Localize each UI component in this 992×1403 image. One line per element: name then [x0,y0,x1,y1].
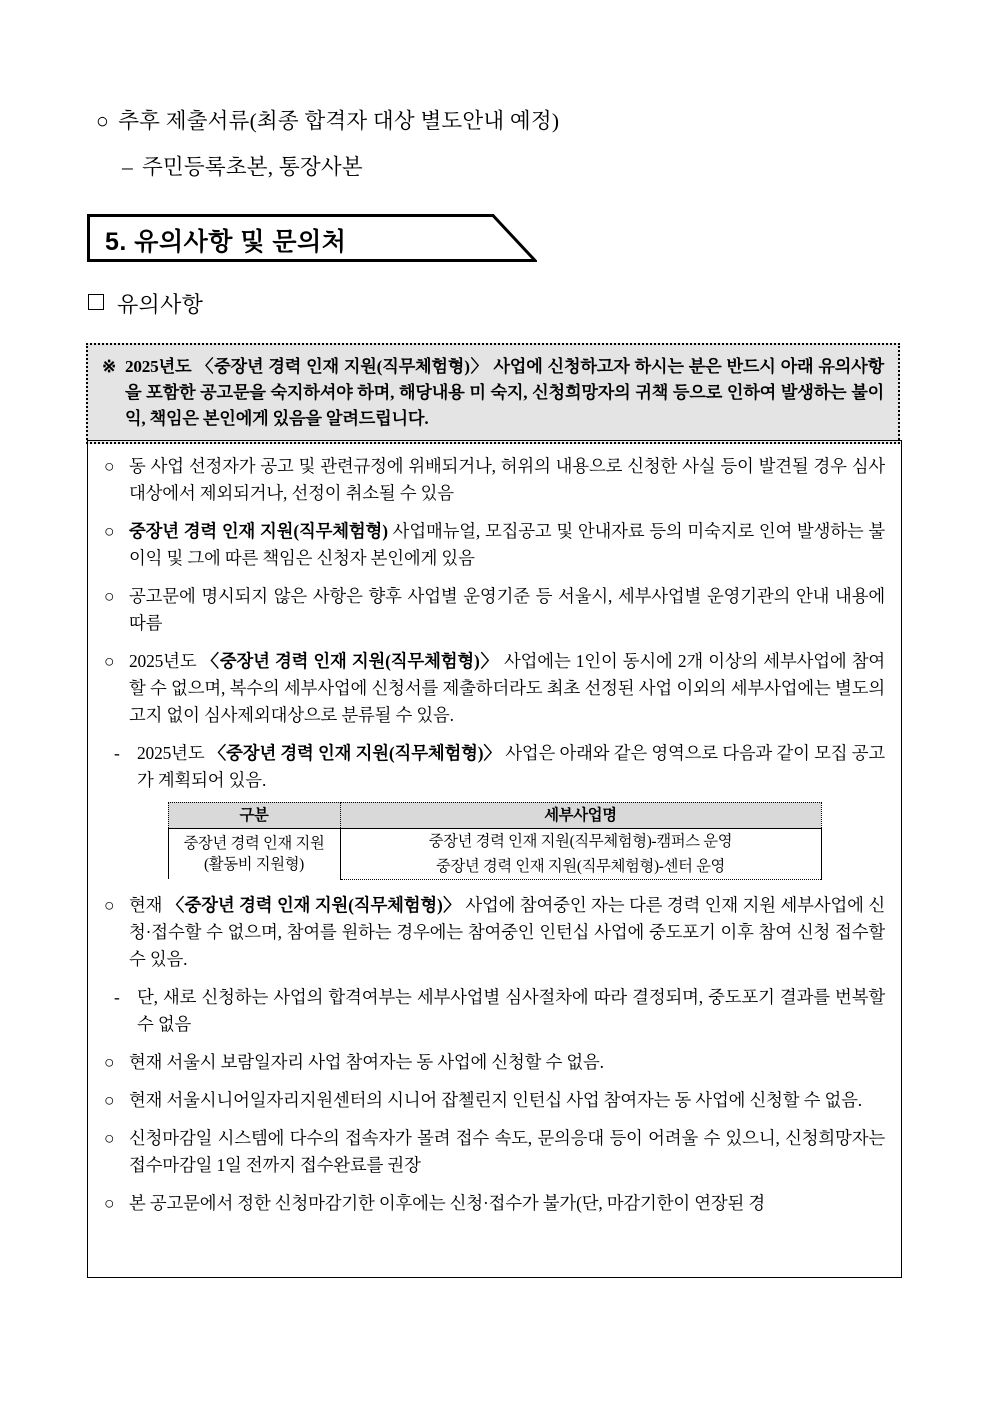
notice-list-box [87,440,902,1278]
dash-bullet-icon: - [114,742,120,763]
circle-bullet-icon: ○ [96,109,110,133]
table-cell-program: 중장년 경력 인재 지원(직무체험형)-캠퍼스 운영 [340,828,821,854]
list-item-bold-lead: 중장년 경력 인재 지원(직무체험형) [129,520,388,541]
circle-bullet-icon: ○ [104,520,115,541]
list-item-text: 사업매뉴얼, 모집공고 및 안내자료 등의 미숙지로 인여 발생하는 불이익 및 그에 따른 책임은 신청자 본인에게 있음 [129,520,886,568]
list-item [104,453,885,507]
circle-bullet-icon: ○ [104,650,115,671]
list-item [104,892,885,973]
subsection-heading [88,288,203,319]
section-title: 5. 유의사항 및 문의처 [105,228,347,256]
list-item-text: 현재 서울시 보람일자리 사업 참여자는 동 사업에 신청할 수 없음. [129,1051,604,1072]
program-table [168,802,822,880]
list-item [112,984,885,1038]
table-cell-category-line1: 중장년 경력 인재 지원 [183,835,325,853]
intro-line-doc-list [96,154,896,181]
table-header-program: 세부사업명 [340,802,821,828]
list-item [104,1125,885,1179]
intro-line-2-text: 주민등록초본, 통장사본 [141,154,363,179]
circle-bullet-icon: ○ [104,1127,115,1148]
intro-line-submission-docs [96,108,896,135]
notice-box [86,343,900,444]
circle-bullet-icon: ○ [104,1192,115,1213]
list-item-text: 동 사업 선정자가 공고 및 관련규정에 위배되거나, 허위의 내용으로 신청한 사실 등이 발견될 경우 심사대상에서 제외되거나, 선정이 취소될 수 있음 [129,456,885,503]
program-table-wrapper [104,802,885,880]
table-cell-program: 중장년 경력 인재 지원(직무체험형)-센터 운영 [340,854,821,880]
list-item-prefix: 현재 [129,894,167,915]
circle-bullet-icon: ○ [104,585,115,606]
circle-bullet-icon: ○ [104,894,115,915]
dash-bullet-icon: - [114,986,120,1007]
list-item [104,648,885,729]
section-banner [87,214,537,262]
list-item-text: 사업은 아래와 같은 영역으로 다음과 같이 모집 공고가 계획되어 있음. [137,742,885,790]
table-row [168,828,821,854]
list-item-text: 신청마감일 시스템에 다수의 접속자가 몰려 접수 속도, 문의응대 등이 어려울 수 있으니, 신청희망자는 접수마감일 1일 전까지 접수완료를 권장 [129,1127,885,1175]
table-cell-category [168,828,340,879]
list-item [104,518,885,572]
list-item-bold-lead: 〈중장년 경력 인재 지원(직무체험형)〉 [208,742,501,763]
list-item-text: 사업에 참여중인 자는 다른 경력 인재 지원 세부사업에 신청·접수할 수 없으며, 참여를 원하는 경우에는 참여중인 인턴십 사업에 중도포기 이후 참여 신청 접수할 수 있음. [129,894,886,969]
square-bullet-icon [88,294,104,310]
table-header-row [168,802,821,828]
notice-text: 2025년도 〈중장년 경력 인재 지원(직무체험형)〉 사업에 신청하고자 하시는 분은 반드시 아래 유의사항을 포함한 공고문을 숙지하셔야 하며, 해당내용 미 숙지, 신청희망자의 귀책 등으로 인하여 발생하는 불이익, 책임은 본인에게 있음을 알려드립니다. [125,357,884,429]
asterisk-mark-icon: ※ [102,357,117,376]
list-item-text: 사업에는 1인이 동시에 2개 이상의 세부사업에 참여할 수 없으며, 복수의 세부사업에 신청서를 제출하더라도 최초 선정된 사업 이외의 세부사업에는 별도의 고지 없이 심사제외대상으로 분류될 수 있음. [129,650,886,725]
intro-block [96,108,896,181]
list-item-prefix: 2025년도 [137,742,209,763]
list-item-prefix: 2025년도 [129,650,202,671]
table-header-category: 구분 [168,802,340,828]
list-item-text: 공고문에 명시되지 않은 사항은 향후 사업별 운영기준 등 서울시, 세부사업별 운영기관의 안내 내용에 따름 [129,585,885,633]
list-item [112,740,885,794]
list-item [104,583,885,637]
list-item-text: 본 공고문에서 정한 신청마감기한 이후에는 신청·접수가 불가(단, 마감기한이 연장된 경 [129,1192,765,1213]
notice-paragraph [102,354,884,432]
list-item-text: 현재 서울시니어일자리지원센터의 시니어 잡첼린지 인턴십 사업 참여자는 동 사업에 신청할 수 없음. [129,1089,862,1110]
list-item [104,1087,885,1114]
list-item [104,1190,885,1217]
list-item-bold-lead: 〈중장년 경력 인재 지원(직무체험형)〉 [201,650,499,671]
circle-bullet-icon: ○ [104,1089,115,1110]
intro-line-1-text: 추후 제출서류(최종 합격자 대상 별도안내 예정) [118,109,560,133]
list-item-text: 단, 새로 신청하는 사업의 합격여부는 세부사업별 심사절차에 따라 결정되며, 중도포기 결과를 번복할 수 없음 [137,986,885,1034]
list-item-bold-lead: 〈중장년 경력 인재 지원(직무체험형)〉 [166,894,461,915]
subsection-heading-text: 유의사항 [117,292,204,317]
table-cell-category-line2: (활동비 지원형) [204,856,304,874]
list-item [104,1049,885,1076]
circle-bullet-icon: ○ [104,1051,115,1072]
dash-bullet-icon: – [122,154,133,179]
circle-bullet-icon: ○ [104,456,115,476]
